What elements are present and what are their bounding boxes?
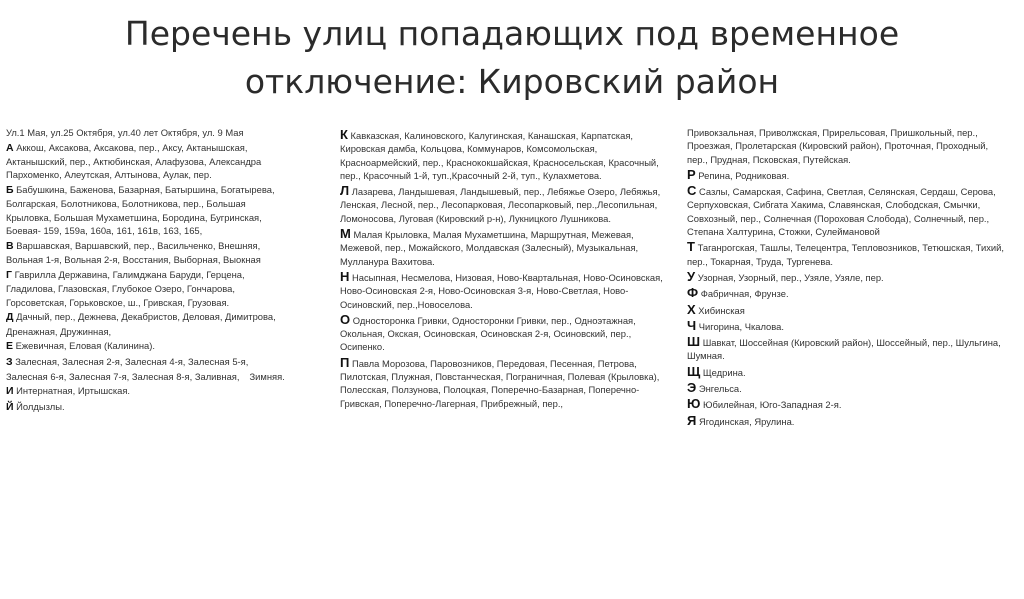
street-names-extra: Зимняя. — [249, 370, 285, 382]
street-names: Узорная, Узорный, пер., Узяле, Узяле, пер. — [697, 271, 884, 283]
street-group — [687, 414, 1009, 428]
street-group — [687, 286, 1009, 300]
street-names: Ежевичная, Еловая (Калинина). — [15, 340, 155, 352]
street-names: Аккош, Аксакова, Аксакова, пер., Аксу, Актанышская, Актанышский, пер., Актюбинская, Алафузова, Александра Пархоменко, Алеутская, Алтынова, Аулак, пер. — [6, 141, 262, 181]
street-group — [687, 319, 1009, 333]
street-group — [6, 141, 291, 182]
group-letter: К — [340, 127, 348, 142]
street-group — [6, 268, 291, 309]
street-group — [687, 365, 1009, 379]
street-column-2 — [340, 128, 665, 412]
street-group — [6, 310, 291, 338]
street-names: Гаврилла Державина, Галимджана Баруди, Герцена, Гладилова, Глазовская, Глубокое Озеро, Гончарова, Горсоветская, Горьковское, ш., Гривская, Грузовая. — [6, 268, 245, 308]
street-names: Дачный, пер., Дежнева, Декабристов, Деловая, Димитрова, Дренажная, Дружинная, — [6, 311, 276, 337]
street-group — [6, 339, 291, 353]
group-letter: Т — [687, 239, 695, 255]
group-letter: М — [340, 226, 351, 242]
group-letter: О — [340, 311, 351, 327]
street-names: Малая Крыловка, Малая Мухаметшина, Маршрутная, Межевая, Межевой, пер., Можайского, Молдавская (Залесный), Музыкальная, Мулланура Вахитова. — [340, 229, 639, 267]
street-group — [6, 400, 291, 414]
group-letter: Ч — [687, 317, 697, 333]
group-letter: А — [6, 141, 14, 154]
street-names: Репина, Родниковая. — [698, 169, 790, 181]
street-names: Павла Морозова, Паровозников, Передовая, Песенная, Петрова, Пилотская, Плужная, Повстанческая, Пограничная, Полевая (Крыловка), Полесская, Ползунова, Полоцкая, Поперечно-Базарная, Поперечно-Гривская, Поперечно-Лагерная, Прибрежный, пер., — [340, 357, 660, 409]
street-group — [6, 355, 291, 383]
street-group — [687, 168, 1009, 182]
group-letter: Д — [6, 311, 14, 324]
street-group — [687, 270, 1009, 284]
group-letter: Р — [687, 166, 696, 182]
street-group — [687, 381, 1009, 395]
street-names: Насыпная, Несмелова, Низовая, Ново-Квартальная, Ново-Осиновская, Ново-Осиновская 2-я, Ново-Осиновская 3-я, Ново-Светлая, Ново-Осиновский, пер.,Новоселова. — [340, 271, 663, 310]
group-letter: Ф — [687, 285, 699, 301]
street-names: Привокзальная, Приволжская, Прирельсовая, Пришкольный, пер., Проезжая, Пролетарская (Кировский район), Проточная, Проходный, пер., Прудная, Псковская, Путейская. — [687, 127, 989, 165]
group-letter: Л — [340, 183, 350, 199]
group-letter: У — [687, 268, 696, 284]
street-group — [340, 356, 665, 410]
street-group — [6, 384, 291, 398]
street-group — [340, 270, 665, 311]
page-title — [0, 10, 1024, 106]
street-names: Бабушкина, Баженова, Базарная, Батыршина, Богатырева, Болгарская, Болотникова, Болотникова, пер., Большая Крыловка, Большая Мухаметшина, Бородина, Бугринская, Боевая- 159, 159а, 160а, 161, 161в, 163, 165, — [6, 184, 275, 237]
group-letter: С — [687, 183, 697, 199]
group-letter: Ш — [687, 334, 701, 350]
street-names: Лазарева, Ландышевая, Ландышевый, пер., Лебяжье Озеро, Лебяжья, Ленская, Лесной, пер., Лесопарковая, Лесопарковый, пер.,Лесопильная, Ломоносова, Луговая (Кировский р-н), Лукницкого Лушникова. — [340, 186, 661, 224]
group-letter: Х — [687, 301, 696, 317]
page-title-line-1: Перечень улиц попадающих под временное — [124, 14, 900, 53]
street-group — [340, 128, 665, 182]
street-names: Йолдызлы. — [16, 401, 65, 413]
street-group — [340, 184, 665, 225]
street-names: Шавкат, Шоссейная (Кировский район), Шоссейный, пер., Шульгина, Шумная. — [687, 337, 1001, 362]
street-names: Залесная, Залесная 2-я, Залесная 4-я, Залесная 5-я, Залесная 6-я, Залесная 7-я, Залесная 8-я, Заливная, — [6, 356, 249, 382]
street-column-3 — [687, 126, 1009, 430]
street-group — [687, 335, 1009, 363]
group-letter: Б — [6, 184, 14, 197]
street-names: Фабричная, Фрунзе. — [700, 288, 789, 300]
group-letter: Ю — [687, 396, 701, 412]
page-title-line-2: отключение: Кировский район — [244, 62, 780, 101]
group-letter: Й — [6, 401, 14, 414]
group-letter: И — [6, 385, 14, 398]
street-names: Таганрогская, Ташлы, Телецентра, Тепловозников, Тетюшская, Тихий, пер., Токарная, Труда, Тургенева. — [687, 242, 1004, 267]
street-names: Интернатная, Иртышская. — [16, 385, 131, 397]
street-names: Сазлы, Самарская, Сафина, Светлая, Селянская, Сердаш, Серова, Серпуховская, Сибгата Хакима, Славянская, Слободская, Смычки, Совхозный, пер., Солнечная (Пороховая Слобода), Солнечный, пер., Степана Халтурина, Стожки, Сулеймановой — [687, 186, 996, 238]
street-group — [687, 126, 1009, 166]
street-group — [340, 227, 665, 268]
group-letter: В — [6, 239, 14, 252]
group-letter: Е — [6, 340, 14, 353]
street-group — [687, 240, 1009, 268]
group-letter: Щ — [687, 363, 701, 379]
street-names: Энгельса. — [698, 383, 742, 395]
street-names: Хибинская — [698, 304, 745, 316]
street-names: Щедрина. — [702, 366, 746, 378]
group-letter: З — [6, 356, 13, 369]
street-names: Кавказская, Калиновского, Калугинская, Канашская, Карпатская, Кировская дамба, Кольцова, Коммунаров, Комсомольская, Красноармейский, пер., Краснококшайская, Красносельская, Красочный, пер., Красочный 1-й, туп.,Красочный 2-й, туп., Кулахметова. — [340, 130, 659, 181]
street-group — [687, 184, 1009, 238]
group-letter: Э — [687, 380, 697, 396]
group-letter: П — [340, 354, 350, 370]
group-letter: Г — [6, 268, 12, 281]
group-letter: Я — [687, 412, 697, 428]
street-names: Варшавская, Варшавский, пер., Васильченко, Внешняя, Вольная 1-я, Вольная 2-я, Восстания, Выборная, Выокная — [6, 239, 261, 266]
street-names: Чигорина, Чкалова. — [698, 320, 784, 332]
group-letter: Н — [340, 268, 350, 284]
street-group — [687, 303, 1009, 317]
street-group — [6, 183, 291, 237]
street-names: Односторонка Гривки, Односторонки Гривки, пер., Одноэтажная, Окольная, Окская, Осиновская, Осиновская 2-я, Осиновский, пер., Осипенко. — [340, 314, 636, 353]
street-group — [6, 126, 291, 139]
street-names: Юбилейная, Юго-Западная 2-я. — [703, 399, 842, 411]
street-group — [340, 313, 665, 354]
street-group — [687, 397, 1009, 411]
street-column-1 — [6, 126, 291, 416]
street-group — [6, 239, 291, 267]
street-names: Ягодинская, Ярулина. — [698, 415, 795, 427]
street-names: Ул.1 Мая, ул.25 Октября, ул.40 лет Октября, ул. 9 Мая — [6, 127, 244, 138]
